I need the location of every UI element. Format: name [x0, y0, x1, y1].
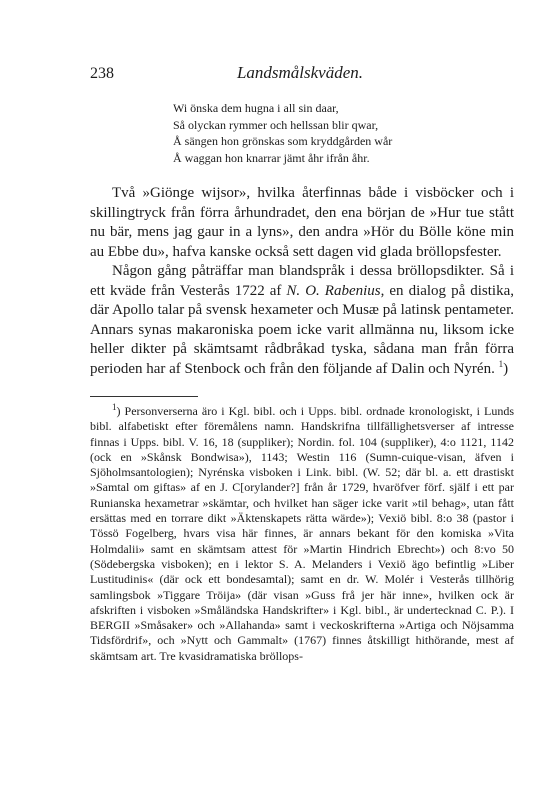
paragraph-2-text-b: , en dialog på distika, där Apollo talar på svensk hexameter och Musæ på latinsk pentameter. Annars synas makaroniska poem icke varit allmänna nu, liksom icke heller dikter på skämtsamt rådbråkad tyska, sådana man från förra perioden har af Stenbock och från den följande af Dalin och Nyrén.: [90, 282, 514, 377]
poem-line: Så olyckan rymmer och hellssan blir qwar,: [173, 117, 379, 132]
poem-line: Å sängen hon grönskas som kryddgården wår: [173, 134, 393, 148]
footnote-marker: 1: [112, 402, 117, 412]
footnote-divider: [90, 396, 198, 397]
paragraph-1: Två »Giönge wijsor», hvilka återfinnas både i visböcker och i skillingtryck från förra århundradet, den ena början de »Hur tue stått nu bär, mens jag gaur in a lyns», den andra »Hör du Bölle köne min au Ebbe du», hafva kanske också sett dagen vid glada bröllopsfester.: [90, 185, 514, 260]
footnote-body: ) Personverserna äro i Kgl. bibl. och i Upps. bibl. ordnade kronologiskt, i Lunds bibl. alfabetiskt efter föremålens namn. Handskrifna tillfällighetsverser af intresse finnas i Upps. bibl. V. 16, 18 (suppliker); Nordin. fol. 104 (suppliker), 4:o 1121, 1142 (ock en »Skånsk Bondwisa»), 1143; Westin 116 (Sumn-cuique-visan, äfven i Sjöholmsantologien); Nyrénska visboken i Link. bibl. (W. 52; där bl. a. ett drastiskt »Samtal om giftas» af en J. C[orylander?] från år 1729, hvaröfver förf. själf i ett par Runianska hexametrar »skämtar, och hvilket han säger icke varit »til behag», utan fått ersättas med en torrare dikt »Äktenskapets rätta wärde»); Vexiö bibl. 8:o 38 (pastor i Tössö Fogelberg, hvars visa här finnes, är annars bekant för den komiska »Vita Holmdalii» samt en skämtsam attest för »Martin Hindrich Ebrecht») och 8:vo 50 (Södebergska visboken); en i lektor S. A. Melanders i Vexiö ägo befintlig »Liber Lustitudinis« (där ock ett bondesamtal); samt en dr. W. Molér i Vesterås tillhörig samlingsbok »Tiggare Tröija» (där visan »Guss frå jer här inne», hvilken ock är afskriften i visboken »Småländska Handskrifter» i Kgl. bibl., är undertecknad C. P.). I BERGII »Småsaker» och »Allahanda» samt i veckoskrifterna »Artiga och Nöjsamma Tidsfördrif», och »Nytt och Gammalt» (1767) finnes åtskilligt hithörande, mest af skämtsam art. Tre kvasidramatiska bröllops-: [90, 404, 514, 663]
main-text: [90, 184, 514, 379]
page-number: 238: [90, 65, 114, 82]
footnote-reference[interactable]: 1: [498, 358, 504, 369]
poem-line: Wi önska dem hugna i all sin daar,: [173, 101, 339, 115]
author-name: N. O. Rabenius: [286, 282, 381, 299]
poem-line: Å waggan hon knarrar jämt åhr ifrån åhr.: [173, 150, 370, 165]
running-title: Landsmålskvädеn.: [236, 63, 364, 82]
footnote-reference-paren: ): [503, 360, 509, 377]
footnote-text: [90, 404, 514, 664]
poem-stanza: [173, 100, 392, 166]
paragraph-2-text-a: Någon gång påträffar man blandspråk i dessa bröllopsdikter. Så i ett kväde från Vesterås 1722 af: [90, 263, 514, 299]
paragraph-2: [90, 262, 514, 379]
footnote: [90, 404, 514, 664]
